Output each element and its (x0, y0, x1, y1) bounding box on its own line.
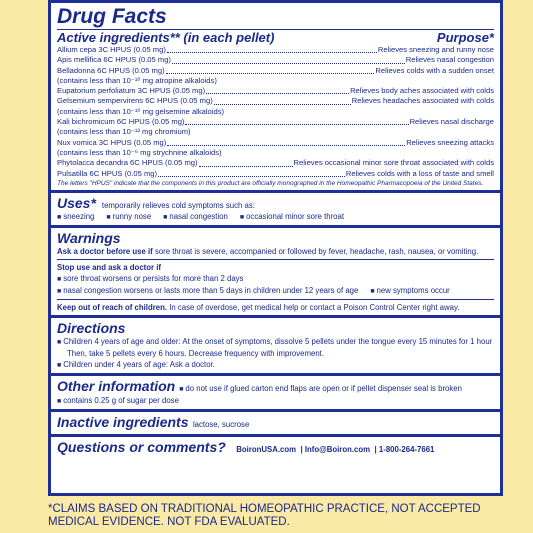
list-item: ■ Children 4 years of age and older: At the onset of symptoms, dissolve 5 pellets under the tongue every 15 minutes for 1 hour (57, 336, 494, 348)
list-item: ■ runny nose (106, 211, 151, 223)
stop-use-heading: Stop use and ask a doctor if (57, 262, 161, 272)
dot-leader (167, 45, 377, 53)
ingredient-row (57, 55, 494, 65)
questions-heading: Questions or comments? (57, 438, 226, 455)
inactive-heading: Inactive ingredients (57, 413, 189, 430)
list-item: ■ sneezing (57, 211, 94, 223)
dot-leader (158, 169, 345, 177)
ask-doctor-line (57, 246, 494, 257)
ingredient-note: (contains less than 10⁻⁶ mg strychnine alkaloids) (57, 147, 222, 157)
warnings-section (51, 228, 500, 318)
stop-use-block (57, 259, 494, 297)
ingredient-row (57, 158, 494, 168)
ingredient-note: (contains less than 10⁻¹⁰ mg gelsemine alkaloids) (57, 106, 225, 116)
ingredient-note: (contains less than 10⁻¹³ mg chromium) (57, 127, 191, 137)
list-item: ■ nasal congestion (163, 211, 228, 223)
inactive-text: lactose, sucrose (192, 419, 250, 429)
ingredient-note: (contains less than 10⁻¹⁰ mg atropine alkaloids) (57, 75, 217, 85)
ingredient-purpose: Relieves nasal discharge (409, 117, 494, 127)
ask-doctor-label: Ask a doctor before use if (57, 246, 153, 256)
active-ingredients-header (57, 29, 494, 45)
uses-list (57, 211, 494, 223)
ingredient-name: Kali bichromicum 6C HPUS (0.05 mg) (57, 117, 185, 127)
other-info-heading: Other information (57, 377, 176, 394)
list-item: ■ sore throat worsens or persists for more than 2 days (57, 273, 494, 285)
ingredient-name: Nux vomica 3C HPUS (0.05 mg) (57, 137, 167, 147)
list-item: ■ Children under 4 years of age: Ask a doctor. (57, 359, 494, 371)
ingredient-purpose: Relieves sneezing attacks (406, 137, 494, 147)
ingredient-name: Apis mellifica 6C HPUS (0.05 mg) (57, 55, 171, 65)
directions-section (51, 318, 500, 376)
dot-leader (185, 117, 408, 125)
drug-facts-title: Drug Facts (57, 5, 167, 28)
ingredient-purpose: Relieves headaches associated with colds (351, 96, 494, 106)
list-item: ■ new symptoms occur (370, 285, 449, 297)
claims-disclaimer: *CLAIMS BASED ON TRADITIONAL HOMEOPATHIC PRACTICE, NOT ACCEPTED MEDICAL EVIDENCE. NOT FDA EVALUATED. (48, 503, 481, 528)
dot-leader (214, 96, 351, 104)
uses-section (51, 193, 500, 228)
list-item: ■ contains 0.25 g of sugar per dose (57, 395, 494, 407)
keep-out-label: Keep out of reach of children. (57, 302, 168, 312)
dot-leader (167, 138, 405, 146)
ask-doctor-text: sore throat is severe, accompanied or followed by fever, headache, rash, nausea, or vomiting. (154, 246, 479, 256)
phone-text: 1-800-264-7661 (378, 444, 435, 454)
purpose-heading: Purpose* (436, 30, 494, 45)
ingredient-row (57, 45, 494, 55)
ingredient-name: Phytolacca decandra 6C HPUS (0.05 mg) (57, 158, 198, 168)
directions-heading: Directions (57, 319, 126, 336)
ingredient-row (57, 117, 494, 127)
active-ingredients-heading: Active ingredients** (in each pellet) (57, 30, 275, 45)
ingredient-row (57, 96, 494, 106)
list-item: ■ nasal congestion worsens or lasts more than 5 days in children under 12 years of age (57, 285, 358, 297)
directions-continuation: Then, take 5 pellets every 6 hours. Decrease frequency with improvement. (67, 348, 324, 358)
keep-out-text: In case of overdose, get medical help or contact a Poison Control Center right away. (169, 302, 460, 312)
email-text: Info@Boiron.com (304, 444, 371, 454)
ingredient-purpose: Relieves sneezing and runny nose (377, 45, 494, 54)
ingredient-name: Allium cepa 3C HPUS (0.05 mg) (57, 45, 166, 54)
inactive-ingredients-section (51, 412, 500, 437)
ingredient-row (57, 138, 494, 148)
ingredient-purpose: Relieves occasional minor sore throat associated with colds (293, 158, 494, 168)
keep-out-line (57, 299, 494, 313)
drug-facts-panel (48, 0, 503, 496)
list-item: ■ occasional minor sore throat (240, 211, 344, 223)
hpus-note: The letters "HPUS" indicate that the components in this product are officially monographed in the Homeopathic Pharmacopoeia of the United States. (57, 179, 484, 187)
ingredient-row (57, 66, 494, 76)
website-text: BoironUSA.com (236, 444, 297, 454)
dot-leader (206, 86, 349, 94)
ingredient-name: Eupatorium perfoliatum 3C HPUS (0.05 mg) (57, 86, 206, 96)
dot-leader (172, 55, 405, 63)
dot-leader (199, 158, 293, 166)
ingredient-purpose: Relieves nasal congestion (405, 55, 494, 65)
ingredient-row (57, 86, 494, 96)
dot-leader (166, 66, 375, 74)
ingredient-name: Belladonna 6C HPUS (0.05 mg) (57, 65, 165, 75)
uses-intro: temporarily relieves cold symptoms such as: (101, 200, 255, 210)
ingredient-purpose: Relieves body aches associated with colds (350, 86, 494, 96)
ingredient-list (57, 45, 494, 179)
questions-section: Questions or comments? BoironUSA.com | Info@Boiron.com | 1-800-264-7661 (57, 438, 435, 455)
ingredient-name: Gelsemium sempervirens 6C HPUS (0.05 mg) (57, 96, 213, 106)
ingredient-name: Pulsatilla 6C HPUS (0.05 mg) (57, 168, 158, 178)
other-info-section (51, 376, 500, 412)
warnings-heading: Warnings (57, 229, 121, 246)
ingredient-purpose: Relieves colds with a sudden onset (375, 65, 494, 75)
ingredient-purpose: Relieves colds with a loss of taste and smell (345, 168, 494, 178)
active-ingredients-section (51, 3, 500, 193)
ingredient-row (57, 169, 494, 179)
uses-heading: Uses* (57, 194, 96, 211)
list-item: ■ do not use if glued carton end flaps are open or if pellet dispenser seal is broken (179, 383, 462, 395)
